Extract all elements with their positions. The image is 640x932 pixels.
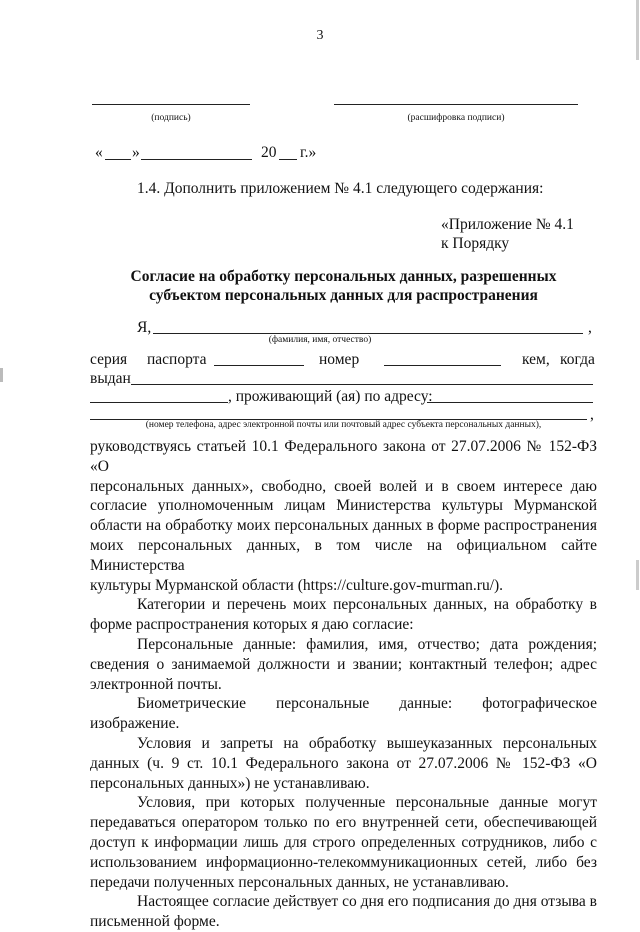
body-p6-line: доступ к информации лишь для строго определенных сотрудников, либо с (90, 833, 597, 851)
date-month-blank (141, 159, 252, 160)
body-p6-line: Условия, при которых полученные персональные данные могут (137, 794, 597, 812)
form-issued-blank (131, 384, 593, 385)
appendix-header (441, 215, 574, 253)
appendix-header-line2: к Порядку (441, 235, 510, 252)
form-when-label: когда (560, 351, 595, 368)
date-day-blank (105, 159, 131, 160)
body-p1-line: области на обработку моих персональных данных в форме распространения (90, 517, 597, 535)
form-i-label: Я, (137, 319, 152, 336)
form-number-blank (384, 365, 501, 366)
scan-margin-mark (0, 368, 3, 382)
form-contact-caption: (номер телефона, адрес электронной почты или почтовый адрес субъекта персональных данных), (145, 420, 542, 430)
document-title-line1: Согласие на обработку персональных данных, разрешенных (130, 268, 557, 285)
body-p5-line: Условия и запреты на обработку вышеуказанных персональных (137, 734, 597, 752)
body-p5-line: данных (ч. 9 ст. 10.1 Федерального закона от 27.07.2006 № 152-ФЗ «О (90, 754, 597, 772)
page-number: 3 (316, 28, 324, 43)
body-p6-line: передаваться оператором только по его внутренней сети, обеспечивающей (90, 814, 597, 832)
form-name-blank (153, 333, 583, 334)
signature-decoding-caption: (расшифровка подписи) (407, 113, 505, 123)
body-p1-line: руководствуясь статьей 10.1 Федерального закона от 27.07.2006 № 152-ФЗ «О (90, 438, 597, 475)
date-open-quote: « (95, 144, 103, 161)
body-p2-line: форме распространения которых я даю согласие: (90, 616, 414, 634)
form-residing-prefix-blank (90, 402, 228, 403)
date-year-blank (279, 159, 297, 160)
consent-body (90, 437, 597, 932)
body-p1-line: моих персональных данных, в том числе на официальном сайте Министерства (90, 536, 597, 574)
signature-decoding-line (334, 104, 578, 105)
form-passport-label: паспорта (147, 351, 207, 368)
scan-edge-mark (636, 560, 639, 590)
body-p3-line: Персональные данные: фамилия, имя, отчество; дата рождения; (137, 635, 597, 653)
body-p1-last-line: культуры Мурманской области (https://culture.gov-murman.ru/). (90, 576, 504, 594)
form-number-label: номер (319, 351, 360, 368)
form-name-caption: (фамилия, имя, отчество) (268, 335, 372, 345)
body-p6-line: передачи полученных персональных данных, не устанавливаю. (90, 873, 509, 891)
form-passport-blank (214, 365, 304, 366)
signature-caption: (подпись) (151, 113, 191, 123)
body-p5-line: персональных данных») не устанавливаю. (90, 774, 370, 792)
scan-edge-mark (636, 0, 639, 60)
amendment-text: 1.4. Дополнить приложением № 4.1 следующего содержания: (137, 180, 544, 197)
body-p4-line: Биометрические персональные данные: фотографическое (137, 695, 597, 713)
form-contact-comma: , (590, 406, 594, 423)
body-p4-line: изображение. (90, 715, 180, 733)
date-year-prefix: 20 (261, 144, 277, 161)
form-name-comma: , (588, 319, 592, 336)
date-close-quote: » (132, 144, 140, 161)
signature-line (92, 104, 250, 105)
form-issued-label: выдан (90, 370, 131, 387)
body-p1-line: согласие уполномоченным лицам Министерства культуры Мурманской (90, 497, 597, 515)
body-p3-line: сведения о занимаемой должности и звании; контактный телефон; адрес (90, 655, 597, 673)
body-p6-line: использованием информационно-телекоммуникационных сетей, либо без (90, 853, 597, 871)
body-p7-line: Настоящее согласие действует со дня его подписания до дня отзыва в (137, 893, 597, 911)
form-issued-by-label: кем, (522, 351, 550, 368)
appendix-header-line1: «Приложение № 4.1 (441, 216, 574, 233)
document-title (90, 267, 597, 305)
form-address-blank (427, 402, 593, 403)
body-p1-line: персональных данных», свободно, своей волей и в своем интересе даю (90, 477, 597, 495)
body-p7-line: письменной форме. (90, 913, 220, 931)
body-p3-line: электронной почты. (90, 675, 222, 693)
form-series-label: серия (90, 351, 128, 368)
date-year-suffix: г.» (300, 144, 317, 161)
body-p2-line: Категории и перечень моих персональных данных, на обработку в (137, 596, 597, 614)
form-residing-label: , проживающий (ая) по адресу: (228, 388, 433, 405)
date-line (95, 144, 335, 164)
document-title-line2: субъектом персональных данных для распространения (149, 287, 538, 304)
